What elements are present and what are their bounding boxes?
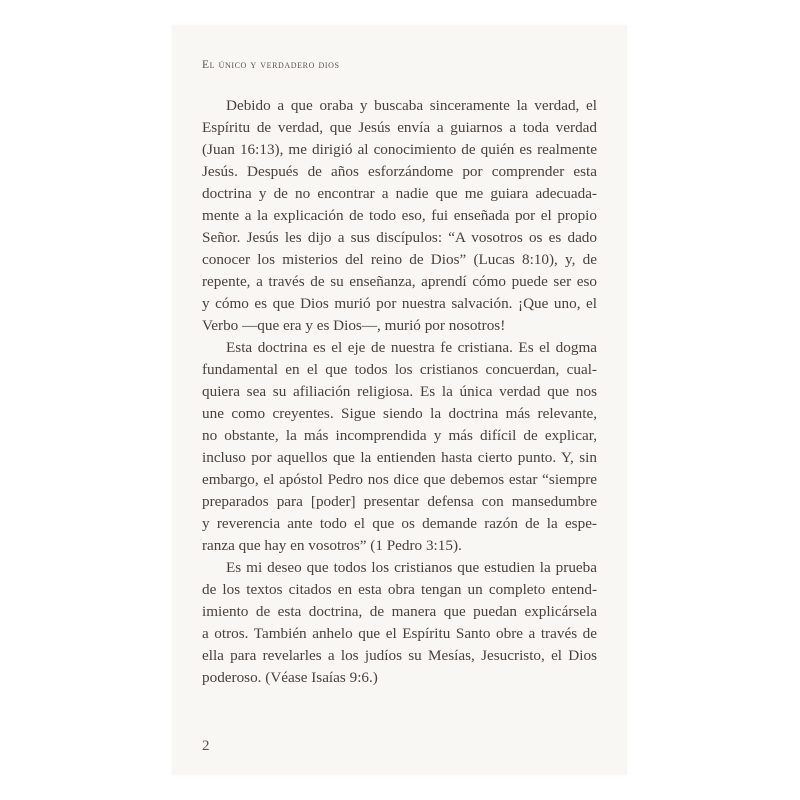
text-line: Esta doctrina es el eje de nuestra fe cristiana. Es el dogma [226,339,597,356]
text-line: conocer los misterios del reino de Dios” (Lucas 8:10), y, de [202,251,597,268]
paragraph-1 [202,95,597,337]
text-line: repente, a través de su enseñanza, aprendí cómo puede ser eso [202,273,597,290]
paragraph-3 [202,557,597,689]
paragraph-2 [202,337,597,557]
text-line: y reverencia ante todo el que os demande razón de la espe- [202,515,597,532]
text-line: doctrina y de no encontrar a nadie que me guiara adecuada- [202,185,597,202]
text-line: a otros. También anhelo que el Espíritu Santo obre a través de [202,625,597,642]
text-line: quiera sea su afiliación religiosa. Es la única verdad que nos [202,383,597,400]
text-line: preparados para [poder] presentar defensa con mansedumbre [202,493,597,510]
text-line: Señor. Jesús les dijo a sus discípulos: “A vosotros os es dado [202,229,597,246]
text-line: y cómo es que Dios murió por nuestra salvación. ¡Que uno, el [202,295,597,312]
text-line: no obstante, la más incomprendida y más difícil de explicar, [202,427,597,444]
text-line: Es mi deseo que todos los cristianos que estudien la prueba [226,559,597,576]
text-line: imiento de esta doctrina, de manera que puedan explicársela [202,603,597,620]
text-line: embargo, el apóstol Pedro nos dice que debemos estar “siempre [202,471,597,488]
page-number: 2 [202,738,210,754]
text-line: poderoso. (Véase Isaías 9:6.) [202,669,378,686]
running-head: El único y verdadero dios [202,59,340,71]
text-line: de los textos citados en esta obra tengan un completo entend- [202,581,597,598]
text-line: Verbo —que era y es Dios—, murió por nosotros! [202,317,506,334]
book-page [172,25,627,775]
text-line: ella para revelarles a los judíos su Mesías, Jesucristo, el Dios [202,647,597,664]
text-line: incluso por aquellos que la entienden hasta cierto punto. Y, sin [202,449,597,466]
text-line: fundamental en el que todos los cristianos concuerdan, cual- [202,361,597,378]
text-line: (Juan 16:13), me dirigió al conocimiento de quién es realmente [202,141,597,158]
text-line: Debido a que oraba y buscaba sinceramente la verdad, el [226,97,597,114]
text-line: Jesús. Después de años esforzándome por comprender esta [202,163,597,180]
text-line: mente a la explicación de todo eso, fui enseñada por el propio [202,207,597,224]
body-text [202,95,597,689]
text-line: Espíritu de verdad, que Jesús envía a guiarnos a toda verdad [202,119,597,136]
text-line: une como creyentes. Sigue siendo la doctrina más relevante, [202,405,597,422]
text-line: ranza que hay en vosotros” (1 Pedro 3:15). [202,537,462,554]
